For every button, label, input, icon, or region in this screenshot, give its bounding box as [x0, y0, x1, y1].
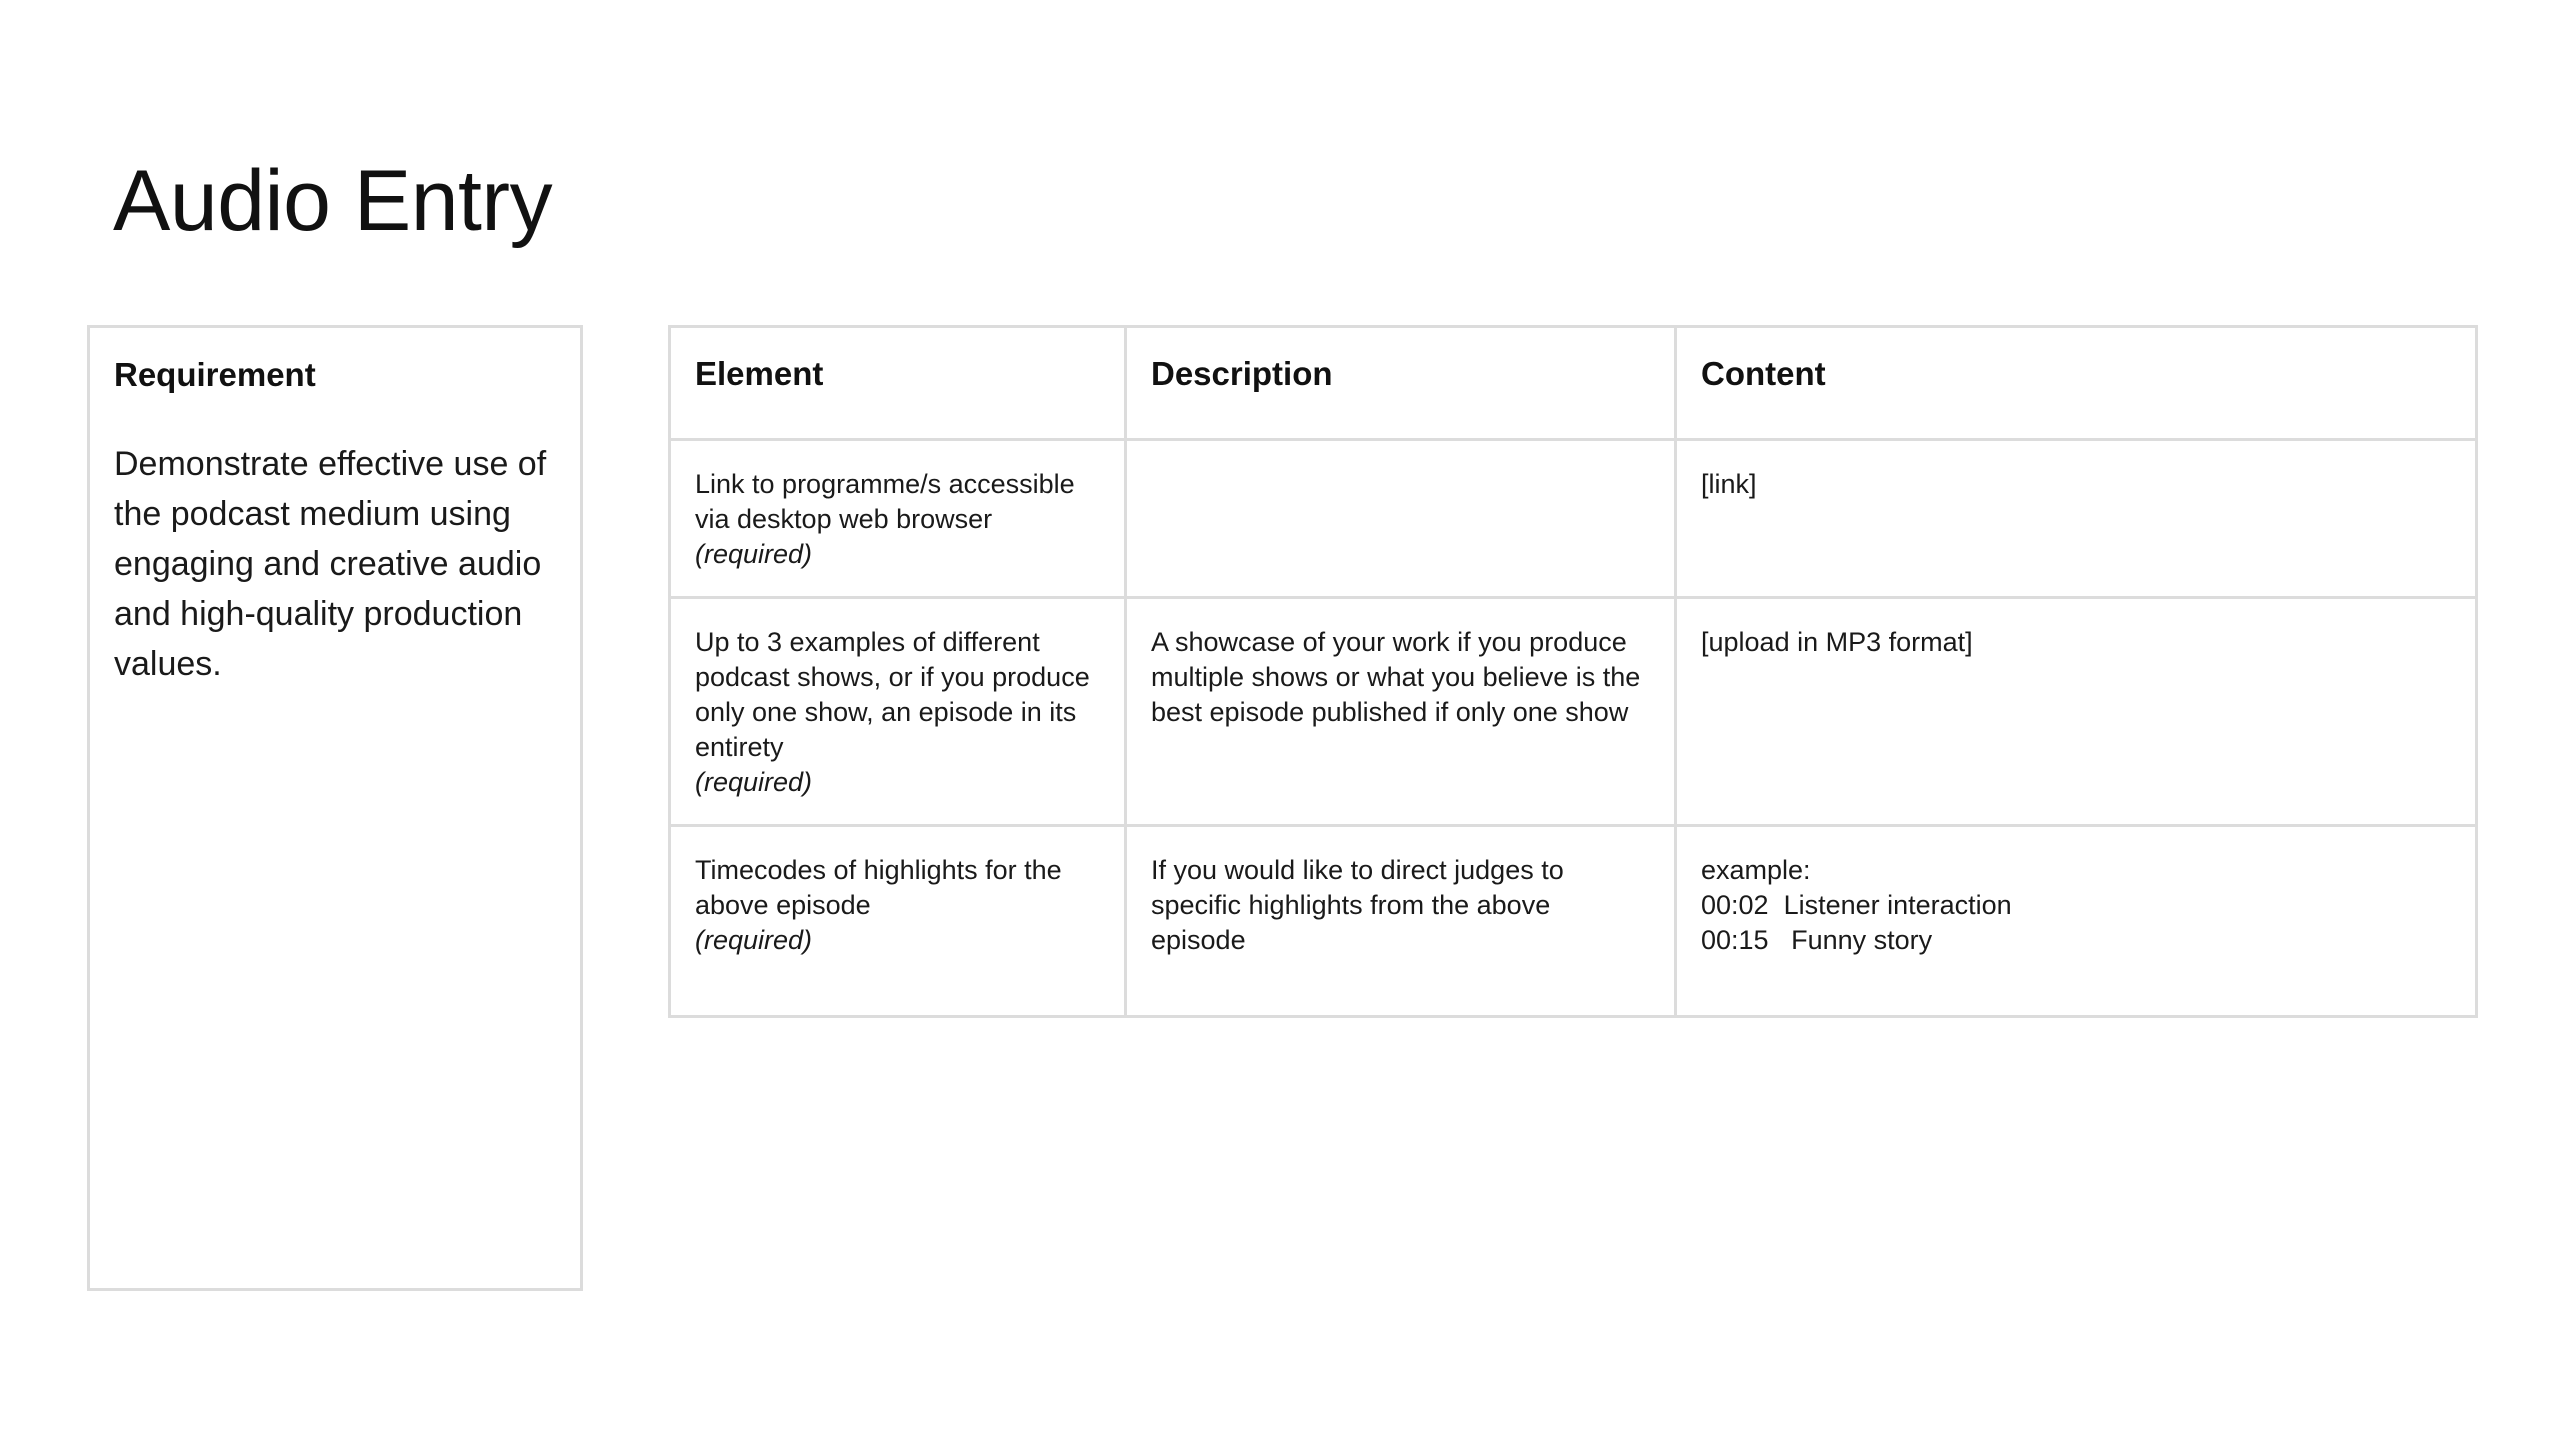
table-row [670, 598, 2477, 826]
content-line: 00:15 Funny story [1701, 925, 1933, 955]
requirement-text: Demonstrate effective use of the podcast medium using engaging and creative audio and high-quality production values. [114, 444, 547, 683]
required-note: (required) [695, 925, 813, 955]
required-note: (required) [695, 767, 813, 797]
table-header-row [670, 327, 2477, 440]
content-line: example: [1701, 855, 1811, 885]
content-cell [1676, 598, 2477, 826]
element-cell [670, 598, 1126, 826]
element-text: Up to 3 examples of different podcast shows, or if you produce only one show, an episode in its entirety [695, 627, 1090, 762]
element-text: Link to programme/s accessible via desktop web browser [695, 469, 1075, 534]
content-cell [1676, 440, 2477, 598]
header-description: Description [1126, 327, 1676, 440]
required-note: (required) [695, 539, 813, 569]
description-cell: A showcase of your work if you produce multiple shows or what you believe is the best episode published if only one show [1126, 598, 1676, 826]
table-row [670, 440, 2477, 598]
content-line: [link] [1701, 469, 1757, 499]
content-cell [1676, 826, 2477, 1017]
description-cell: If you would like to direct judges to specific highlights from the above episode [1126, 826, 1676, 1017]
content-line: [upload in MP3 format] [1701, 627, 1973, 657]
element-cell [670, 826, 1126, 1017]
entry-table [668, 325, 2478, 1018]
page-title: Audio Entry [113, 153, 553, 249]
content-line: 00:02 Listener interaction [1701, 890, 2012, 920]
element-cell [670, 440, 1126, 598]
description-cell [1126, 440, 1676, 598]
element-text: Timecodes of highlights for the above episode [695, 855, 1062, 920]
requirement-heading: Requirement [114, 356, 316, 393]
requirement-panel [87, 325, 583, 1291]
header-content: Content [1676, 327, 2477, 440]
header-element: Element [670, 327, 1126, 440]
table-row [670, 826, 2477, 1017]
